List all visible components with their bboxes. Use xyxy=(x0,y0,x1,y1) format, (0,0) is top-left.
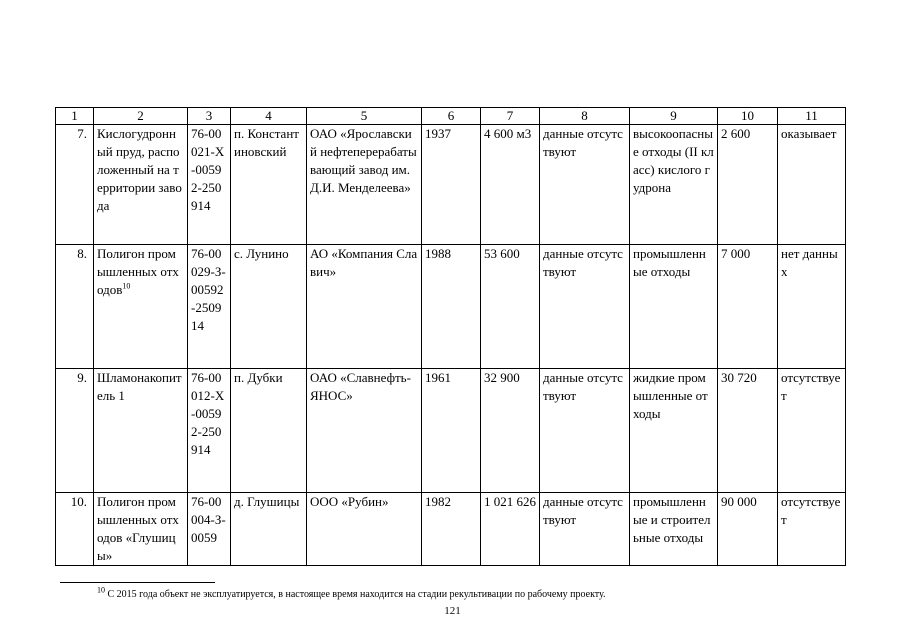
waste-sites-table xyxy=(55,107,846,566)
cell-text: 9. xyxy=(77,370,87,385)
cell-text: отсутствует xyxy=(781,370,841,403)
cell-locality xyxy=(231,245,307,369)
cell-text: 30 720 xyxy=(721,370,757,385)
cell-code xyxy=(188,369,231,493)
cell-col10 xyxy=(718,125,778,245)
cell-text: 10. xyxy=(70,494,87,509)
cell-no xyxy=(56,125,94,245)
table-row xyxy=(56,493,846,566)
cell-text: 7 000 xyxy=(721,246,751,261)
cell-col11 xyxy=(778,125,846,245)
column-header: 3 xyxy=(188,108,231,125)
cell-text: промышленные и строительные отходы xyxy=(633,494,711,545)
column-header: 4 xyxy=(231,108,307,125)
cell-text: Полигон промышленных отходов «Глушицы» xyxy=(97,494,179,563)
cell-text: 1937 xyxy=(425,126,451,141)
cell-text: ООО «Рубин» xyxy=(310,494,389,509)
cell-text: 1 021 626 xyxy=(484,494,536,509)
cell-text: 1982 xyxy=(425,494,451,509)
cell-code xyxy=(188,245,231,369)
table-header-row xyxy=(56,108,846,125)
column-header: 7 xyxy=(481,108,540,125)
cell-col8 xyxy=(540,125,630,245)
cell-locality xyxy=(231,125,307,245)
cell-year xyxy=(422,369,481,493)
cell-text: данные отсутствуют xyxy=(543,246,623,279)
footnote-marker: 10 xyxy=(97,585,105,595)
cell-text: п. Дубки xyxy=(234,370,283,385)
footnote-reference: 10 xyxy=(122,281,131,291)
cell-text: ОАО «Ярославский нефтеперерабатывающий завод им. Д.И. Менделеева» xyxy=(310,126,417,195)
cell-code xyxy=(188,493,231,566)
cell-text: 1961 xyxy=(425,370,451,385)
cell-text: 53 600 xyxy=(484,246,520,261)
cell-text: 76-00021-Х-00592-250914 xyxy=(191,126,225,213)
cell-text: 2 600 xyxy=(721,126,751,141)
cell-text: оказывает xyxy=(781,126,837,141)
cell-text: Полигон промышленных отходов xyxy=(97,246,179,297)
cell-area xyxy=(481,493,540,566)
cell-col10 xyxy=(718,369,778,493)
column-header: 5 xyxy=(307,108,422,125)
cell-waste xyxy=(630,245,718,369)
cell-text: данные отсутствуют xyxy=(543,126,623,159)
table-row xyxy=(56,245,846,369)
cell-name xyxy=(94,245,188,369)
cell-no xyxy=(56,369,94,493)
cell-text: 1988 xyxy=(425,246,451,261)
cell-owner xyxy=(307,493,422,566)
cell-text: данные отсутствуют xyxy=(543,494,623,527)
cell-area xyxy=(481,245,540,369)
cell-text: жидкие промышленные отходы xyxy=(633,370,708,421)
cell-text: высокоопасные отходы (II класс) кислого гудрона xyxy=(633,126,714,195)
cell-no xyxy=(56,493,94,566)
cell-text: с. Лунино xyxy=(234,246,289,261)
cell-text: 76-00029-З-00592-250914 xyxy=(191,246,226,333)
cell-name xyxy=(94,369,188,493)
footnote xyxy=(97,585,606,601)
cell-text: промышленные отходы xyxy=(633,246,706,279)
cell-waste xyxy=(630,125,718,245)
cell-col11 xyxy=(778,493,846,566)
cell-text: нет данных xyxy=(781,246,838,279)
cell-text: 32 900 xyxy=(484,370,520,385)
cell-col10 xyxy=(718,493,778,566)
column-header: 11 xyxy=(778,108,846,125)
cell-text: ОАО «Славнефть-ЯНОС» xyxy=(310,370,411,403)
column-header: 10 xyxy=(718,108,778,125)
cell-area xyxy=(481,125,540,245)
cell-col8 xyxy=(540,493,630,566)
cell-area xyxy=(481,369,540,493)
table-row xyxy=(56,369,846,493)
cell-owner xyxy=(307,245,422,369)
cell-text: 7. xyxy=(77,126,87,141)
cell-text: отсутствует xyxy=(781,494,841,527)
cell-text: 4 600 м3 xyxy=(484,126,532,141)
column-header: 8 xyxy=(540,108,630,125)
cell-name xyxy=(94,125,188,245)
cell-text: Шламонакопитель 1 xyxy=(97,370,182,403)
cell-text: 76-00012-Х-00592-250914 xyxy=(191,370,225,457)
column-header: 9 xyxy=(630,108,718,125)
cell-owner xyxy=(307,369,422,493)
cell-col11 xyxy=(778,369,846,493)
cell-col8 xyxy=(540,369,630,493)
cell-text: 76-00004-З-0059 xyxy=(191,494,226,545)
footnote-separator xyxy=(60,582,215,583)
cell-text: п. Константиновский xyxy=(234,126,299,159)
cell-text: 90 000 xyxy=(721,494,757,509)
cell-text: данные отсутствуют xyxy=(543,370,623,403)
cell-name xyxy=(94,493,188,566)
cell-waste xyxy=(630,369,718,493)
cell-locality xyxy=(231,369,307,493)
cell-no xyxy=(56,245,94,369)
cell-owner xyxy=(307,125,422,245)
footnote-text: С 2015 года объект не эксплуатируется, в настоящее время находится на стадии рекультивации по рабочему проекту. xyxy=(105,589,606,600)
cell-waste xyxy=(630,493,718,566)
column-header: 1 xyxy=(56,108,94,125)
cell-year xyxy=(422,245,481,369)
cell-code xyxy=(188,125,231,245)
cell-text: д. Глушицы xyxy=(234,494,300,509)
cell-col8 xyxy=(540,245,630,369)
column-header: 6 xyxy=(422,108,481,125)
cell-col11 xyxy=(778,245,846,369)
column-header: 2 xyxy=(94,108,188,125)
page-number: 121 xyxy=(444,605,461,617)
table-row xyxy=(56,125,846,245)
cell-year xyxy=(422,493,481,566)
cell-locality xyxy=(231,493,307,566)
cell-text: 8. xyxy=(77,246,87,261)
cell-col10 xyxy=(718,245,778,369)
cell-text: Кислогудронный пруд, расположенный на территории завода xyxy=(97,126,182,213)
cell-year xyxy=(422,125,481,245)
cell-text: АО «Компания Славич» xyxy=(310,246,418,279)
